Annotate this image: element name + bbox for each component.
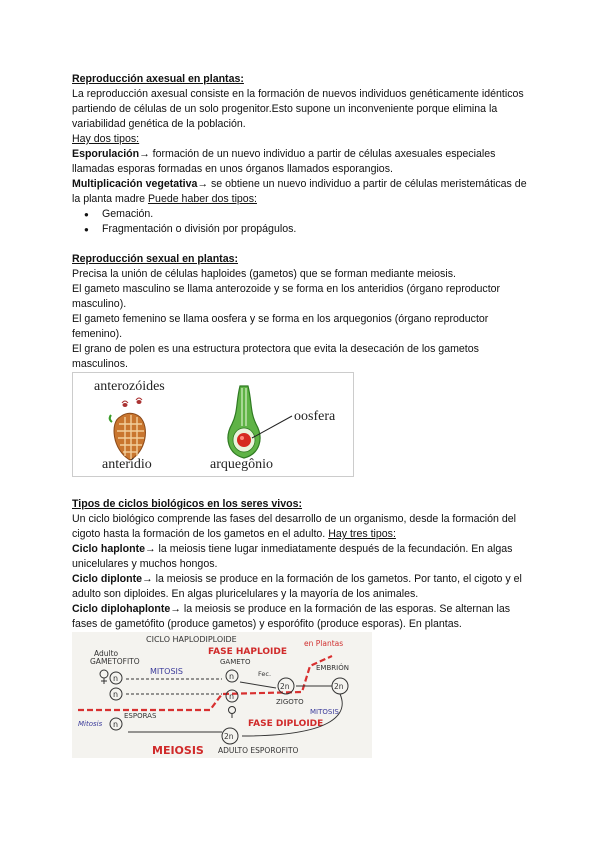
two-n-label: 2n [280, 682, 290, 691]
en-plantas-label: en Plantas [304, 639, 344, 648]
adulto-gametofito-label-1: Adulto [94, 649, 119, 658]
n-label: n [229, 672, 235, 681]
sexual-paragraph-3: El gameto femenino se llama oosfera y se forma en los arquegonios (órgano reproductor femenino). [72, 313, 489, 340]
section-title-sexual: Reproducción sexual en plantas: [72, 253, 239, 265]
sexual-paragraph-2: El gameto masculino se llama anterozoide y se forma en los anteridios (órgano reproductor masculino). [72, 283, 501, 310]
n-label: n [113, 720, 119, 729]
fec-label: Fec. [258, 670, 272, 678]
zigoto-label: ZIGOTO [276, 698, 304, 706]
diplonte-term: Ciclo diplonte [72, 573, 143, 585]
diagram-title: CICLO HAPLODIPLOIDE [146, 635, 237, 644]
ciclos-types-label: Hay tres tipos: [328, 528, 396, 540]
asexual-types-label: Hay dos tipos: [72, 133, 140, 145]
adulto-gametofito-label-2: GAMETOFITO [90, 657, 140, 666]
arquegonio-label: arquegônio [210, 457, 273, 472]
section-title-ciclos: Tipos de ciclos biológicos en los seres vivos: [72, 498, 303, 510]
list-item: ● Gemación. [102, 207, 532, 222]
adulto-esporofito-label: ADULTO ESPOROFITO [218, 746, 299, 755]
fase-diploide-label: FASE DIPLOIDE [248, 719, 324, 729]
esporulacion-paragraph [72, 147, 532, 177]
multiplicacion-text: → se obtiene un nuevo individuo a partir de células meristemáticas de la planta madre [72, 178, 527, 205]
asexual-intro: La reproducción axesual consiste en la formación de nuevos individuos genéticamente idénticos partiendo de células de un solo progenitor.Esto supone un inconveniente porque elimina la variabilidad genética de la población. [72, 88, 524, 130]
embrion-label: EMBRIÓN [316, 664, 349, 672]
haplonte-paragraph [72, 542, 532, 572]
two-n-label: 2n [224, 732, 234, 741]
asexual-bullet-list [72, 207, 532, 237]
anteridio-label: anterídio [102, 457, 152, 472]
mitosis-label-2: MITOSIS [310, 708, 339, 716]
ciclo-haplodiploide-diagram [72, 632, 372, 758]
ciclos-intro-paragraph [72, 512, 532, 542]
document-page [72, 72, 532, 758]
mitosis-label-3: Mitosis [78, 720, 103, 728]
diplonte-paragraph [72, 572, 532, 602]
ciclos-intro: Un ciclo biológico comprende las fases del desarrollo de un organismo, desde la formación del cigoto hasta la formación de los gametos en el adulto. [72, 513, 517, 540]
esporas-label: ESPORAS [124, 712, 157, 720]
haplonte-text: → la meiosis tiene lugar inmediatamente después de la fecundación. En algas unicelulares y muchos hongos. [72, 543, 513, 570]
esporulacion-text: → formación de un nuevo individuo a partir de células axesuales especiales llamadas esporas formadas en unos órganos llamados esporangios. [72, 148, 496, 175]
sexual-paragraph-4: El grano de polen es una estructura protectora que evita la desecación de los gametos masculinos. [72, 343, 479, 370]
n-label: n [229, 692, 235, 701]
meiosis-label: MEIOSIS [152, 744, 204, 757]
multiplicacion-paragraph [72, 177, 532, 207]
mitosis-label-1: MITOSIS [150, 667, 183, 676]
diplonte-text: → la meiosis se produce en la formación de los gametos. Por tanto, el cigoto y el adulto son diploides. En algas pluricelulares y la mayoría de los animales. [72, 573, 522, 600]
oosfera-label: oosfera [294, 409, 336, 424]
multiplicacion-term: Multiplicación vegetativa [72, 178, 198, 190]
fase-haploide-label: FASE HAPLOIDE [208, 647, 287, 657]
n-label: n [113, 674, 119, 683]
two-n-label: 2n [334, 682, 344, 691]
multiplicacion-link: Puede haber dos tipos: [147, 193, 257, 205]
list-item: ● Fragmentación o división por propágulos. [102, 222, 532, 237]
anterozoides-label: anterozóides [94, 379, 165, 394]
esporulacion-term: Esporulación [72, 148, 140, 160]
diplohaplonte-term: Ciclo diplohaplonte [72, 603, 171, 615]
n-label: n [113, 690, 119, 699]
diplohaplonte-text: → la meiosis se produce en la formación de las esporas. Se alternan las fases de gametófito (produce gametos) y esporófito (produce esporas). En plantas. [72, 603, 511, 630]
sexual-paragraph-1: Precisa la unión de células haploides (gametos) que se forman mediante meiosis. [72, 268, 456, 280]
anteridio-arquegonio-figure [72, 372, 354, 477]
diplohaplonte-paragraph [72, 602, 532, 632]
haplonte-term: Ciclo haplonte [72, 543, 145, 555]
gameto-label: GAMETO [220, 658, 251, 666]
section-title-asexual: Reproducción axesual en plantas: [72, 73, 244, 85]
